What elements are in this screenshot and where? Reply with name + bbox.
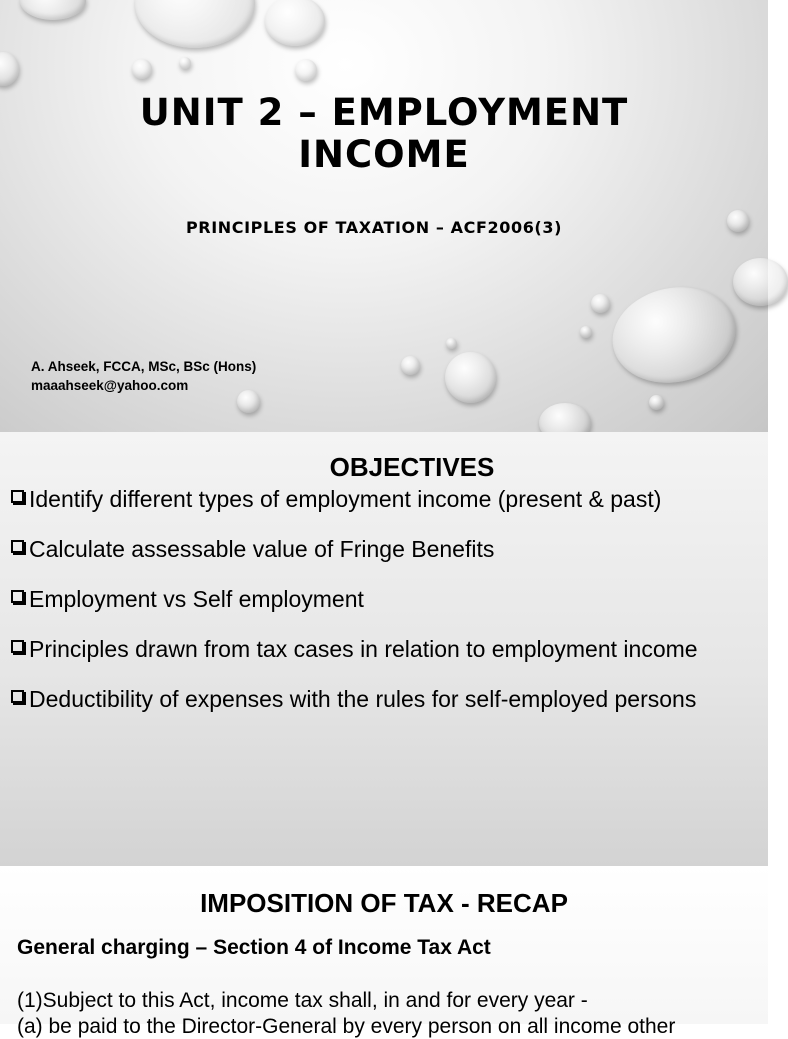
water-drop-decoration <box>580 326 592 338</box>
objective-item <box>11 684 762 715</box>
water-drop-decoration <box>295 59 317 81</box>
water-drop-decoration <box>401 356 420 375</box>
water-drop-decoration <box>591 294 610 313</box>
objectives-slide <box>0 432 768 866</box>
slide-title <box>0 92 768 176</box>
recap-subheading: General charging – Section 4 of Income Tax Act <box>17 936 491 959</box>
recap-body-line-1: (1)Subject to this Act, income tax shall, in and for every year - <box>17 989 588 1012</box>
objective-text: Identify different types of employment income (present & past) <box>29 486 662 512</box>
author-name: A. Ahseek, FCCA, MSc, BSc (Hons) <box>31 359 257 374</box>
water-drop-decoration <box>733 258 788 306</box>
water-drop-decoration <box>179 57 191 69</box>
recap-body-line-2: (a) be paid to the Director-General by every person on all income other <box>17 1015 676 1038</box>
recap-slide <box>0 866 768 1038</box>
recap-heading: IMPOSITION OF TAX - RECAP <box>200 888 568 918</box>
slide-subtitle: PRINCIPLES OF TAXATION – ACF2006(3) <box>185 218 562 237</box>
water-drop-decoration <box>446 338 457 349</box>
objective-item <box>11 634 762 665</box>
checkbox-bullet-icon <box>11 540 24 553</box>
author-block <box>31 357 256 395</box>
title-line-2: INCOME <box>298 133 470 176</box>
checkbox-bullet-icon <box>11 690 24 703</box>
objective-text: Employment vs Self employment <box>29 586 364 612</box>
objective-text: Principles drawn from tax cases in relation to employment income <box>29 636 698 662</box>
checkbox-bullet-icon <box>11 590 24 603</box>
water-drop-decoration <box>604 276 745 394</box>
checkbox-bullet-icon <box>11 640 24 653</box>
water-drop-decoration <box>135 0 255 48</box>
checkbox-bullet-icon <box>11 490 24 503</box>
objectives-heading: OBJECTIVES <box>329 452 495 482</box>
water-drop-decoration <box>265 0 325 46</box>
water-drop-decoration <box>649 395 664 410</box>
title-line-1: UNIT 2 – EMPLOYMENT <box>139 91 629 134</box>
water-drop-decoration <box>0 52 19 86</box>
objective-item <box>11 484 762 515</box>
objective-text: Deductibility of expenses with the rules for self-employed persons <box>29 686 697 712</box>
water-drop-decoration <box>132 59 152 79</box>
water-drop-decoration <box>20 0 86 20</box>
objective-item <box>11 534 762 565</box>
objectives-list <box>11 484 762 734</box>
title-slide <box>0 0 768 432</box>
objective-item <box>11 584 762 615</box>
objective-text: Calculate assessable value of Fringe Benefits <box>29 536 495 562</box>
water-drop-decoration <box>445 352 496 403</box>
author-email: maaahseek@yahoo.com <box>31 378 189 393</box>
